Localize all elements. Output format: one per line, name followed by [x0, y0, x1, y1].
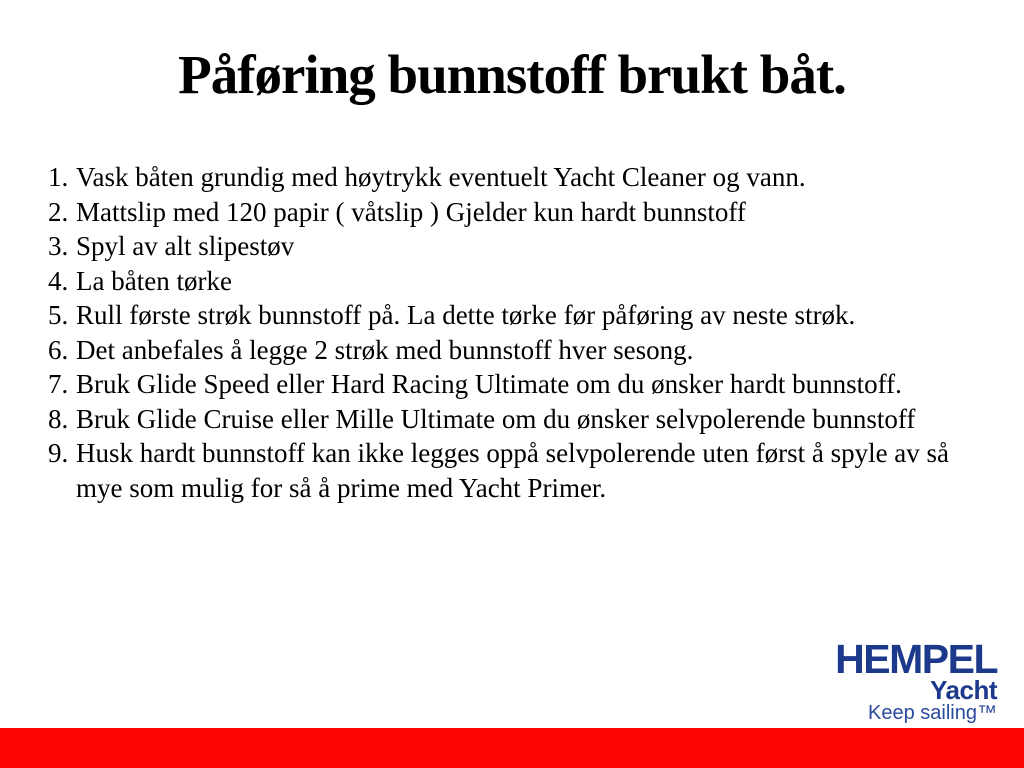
footer-red-bar: [0, 728, 1024, 768]
list-item: Bruk Glide Speed eller Hard Racing Ultimate om du ønsker hardt bunnstoff.: [76, 369, 902, 399]
list-item: Rull første strøk bunnstoff på. La dette tørke før påføring av neste strøk.: [76, 300, 856, 330]
list-item: Spyl av alt slipestøv: [76, 231, 295, 261]
list-item: Mattslip med 120 papir ( våtslip ) Gjelder kun hardt bunnstoff: [76, 196, 746, 227]
hempel-logo: [835, 636, 997, 724]
instruction-list: [48, 160, 1000, 505]
slide-title: Påføring bunnstoff brukt båt.: [178, 44, 846, 105]
hempel-brand-text: HEMPEL: [835, 636, 997, 682]
hempel-yacht-text: Yacht: [930, 675, 997, 705]
list-item: Husk hardt bunnstoff kan ikke legges oppå selvpolerende uten først å spyle av så mye som mulig for så å prime med Yacht Primer.: [76, 438, 950, 503]
list-item: Det anbefales å legge 2 strøk med bunnstoff hver sesong.: [76, 334, 694, 365]
list-item: Vask båten grundig med høytrykk eventuelt Yacht Cleaner og vann.: [76, 162, 806, 192]
list-item: La båten tørke: [76, 265, 232, 296]
list-item: Bruk Glide Cruise eller Mille Ultimate om du ønsker selvpolerende bunnstoff: [76, 403, 916, 434]
hempel-tagline-text: Keep sailing™: [868, 702, 997, 724]
